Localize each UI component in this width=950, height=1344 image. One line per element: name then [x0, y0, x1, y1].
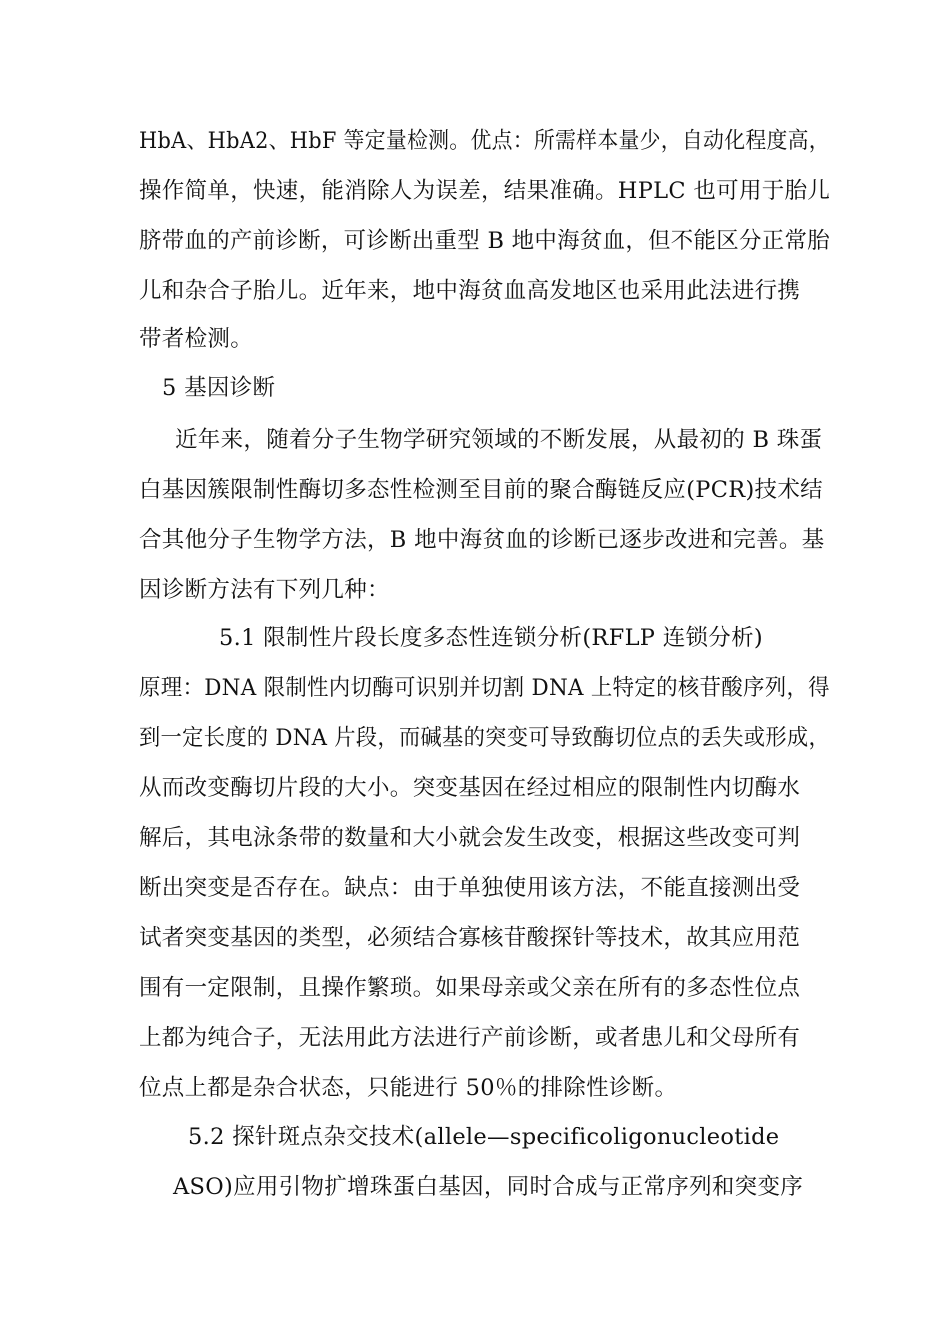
text-line-15: 解后，其电泳条带的数量和大小就会发生改变，根据这些改变可判 — [139, 825, 801, 851]
text-line-14: 从而改变酶切片段的大小。突变基因在经过相应的限制性内切酶水 — [139, 775, 801, 801]
subsection-heading-5-2: 5.2 探针斑点杂交技术(allele—specificoligonucleotide — [188, 1124, 780, 1150]
text-line-20: 位点上都是杂合状态，只能进行 50％的排除性诊断。 — [139, 1075, 678, 1101]
text-line-7: 近年来，随着分子生物学研究领域的不断发展，从最初的 B 珠蛋 — [175, 427, 823, 453]
text-line-16: 断出突变是否存在。缺点：由于单独使用该方法，不能直接测出受 — [139, 875, 801, 901]
text-line-3: 脐带血的产前诊断，可诊断出重型 B 地中海贫血，但不能区分正常胎 — [139, 228, 830, 254]
text-line-17: 试者突变基因的类型，必须结合寡核苷酸探针等技术，故其应用范 — [139, 925, 801, 951]
text-line-13: 到一定长度的 DNA 片段，而碱基的突变可导致酶切位点的丢失或形成， — [139, 725, 830, 751]
text-line-9: 合其他分子生物学方法，B 地中海贫血的诊断已逐步改进和完善。基 — [139, 527, 825, 553]
text-line-2: 操作简单，快速，能消除人为误差，结果准确。HPLC 也可用于胎儿 — [139, 178, 831, 204]
subsection-heading-5-1: 5.1 限制性片段长度多态性连锁分析(RFLP 连锁分析) — [219, 625, 763, 651]
text-line-22: ASO)应用引物扩增珠蛋白基因，同时合成与正常序列和突变序 — [173, 1174, 804, 1200]
text-line-18: 围有一定限制，且操作繁琐。如果母亲或父亲在所有的多态性位点 — [139, 975, 801, 1001]
text-line-8: 白基因簇限制性酶切多态性检测至目前的聚合酶链反应(PCR)技术结 — [139, 477, 823, 503]
text-line-19: 上都为纯合子，无法用此方法进行产前诊断，或者患儿和父母所有 — [139, 1025, 801, 1051]
text-line-1: HbA、HbA2、HbF 等定量检测。优点：所需样本量少，自动化程度高， — [139, 128, 830, 154]
text-line-4: 儿和杂合子胎儿。近年来，地中海贫血高发地区也采用此法进行携 — [139, 278, 801, 304]
text-line-10: 因诊断方法有下列几种： — [139, 577, 390, 603]
text-line-5: 带者检测。 — [139, 326, 254, 352]
section-heading-5: 5 基因诊断 — [162, 375, 276, 401]
text-line-12: 原理：DNA 限制性内切酶可识别并切割 DNA 上特定的核苷酸序列，得 — [139, 675, 830, 701]
